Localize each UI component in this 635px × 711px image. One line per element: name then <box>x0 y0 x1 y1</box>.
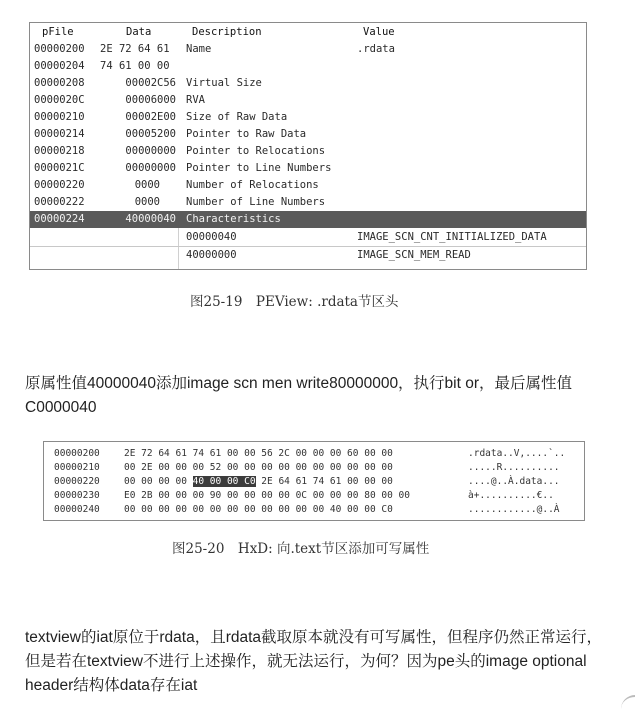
cell-description: Characteristics <box>186 213 281 225</box>
cell-data: 00002C56 <box>125 77 176 89</box>
cell-value: .rdata <box>357 43 395 55</box>
hxd-hexdump <box>43 441 585 521</box>
cell-data: 00006000 <box>125 94 176 106</box>
hex-ascii: ............@..À <box>468 504 560 515</box>
header-description: Description <box>192 26 262 38</box>
table-row <box>30 194 586 211</box>
cell-description: Number of Line Numbers <box>186 196 326 208</box>
table-row-selected[interactable] <box>30 211 586 228</box>
table-row <box>30 177 586 194</box>
cell-pfile: 00000214 <box>34 128 85 140</box>
cell-data: 00000000 <box>125 162 176 174</box>
cell-description: 00000040 <box>186 231 237 243</box>
cell-description: Pointer to Line Numbers <box>186 162 332 174</box>
header-value: Value <box>363 26 395 38</box>
table-row <box>30 58 586 75</box>
figure-caption: 图25-20 HxD: 向.text节区添加可写属性 <box>172 541 430 557</box>
cell-data: 74 61 00 00 <box>100 60 170 72</box>
cell-pfile: 0000020C <box>34 94 85 106</box>
figure-caption: 图25-19 PEView: .rdata节区头 <box>190 294 399 310</box>
table-row <box>30 109 586 126</box>
cell-pfile: 00000222 <box>34 196 85 208</box>
cell-data: 00000000 <box>125 145 176 157</box>
cell-description: Number of Relocations <box>186 179 319 191</box>
table-row <box>30 41 586 58</box>
table-row <box>30 143 586 160</box>
table-subrow <box>30 229 586 246</box>
table-row <box>30 126 586 143</box>
hex-offset: 00000220 <box>54 476 100 487</box>
hex-bytes <box>124 474 393 489</box>
cell-data: 2E 72 64 61 <box>100 43 170 55</box>
hex-row <box>44 474 584 489</box>
hex-bytes: 00 2E 00 00 00 52 00 00 00 00 00 00 00 00 00 00 <box>124 462 393 473</box>
peview-table <box>29 22 587 270</box>
hex-ascii: .....R.......... <box>468 462 560 473</box>
paragraph: textview的iat原位于rdata，且rdata截取原本就没有可写属性，但程序仍然正常运行，但是若在textview不进行上述操作，就无法运行，为何？因为pe头的image optional header结构体data存在iat <box>25 629 603 694</box>
hex-ascii: à+..........€.. <box>468 490 554 501</box>
hex-bytes: E0 2B 00 00 00 90 00 00 00 00 0C 00 00 00 80 00 00 <box>124 490 410 501</box>
cell-pfile: 00000200 <box>34 43 85 55</box>
scroll-corner-icon <box>621 695 635 711</box>
hex-ascii: .rdata..V,....`.. <box>468 448 566 459</box>
cell-pfile: 00000224 <box>34 213 85 225</box>
hex-bytes: 00 00 00 00 00 00 00 00 00 00 00 00 40 00 00 C0 <box>124 504 393 515</box>
hex-bytes: 2E 72 64 61 74 61 00 00 56 2C 00 00 00 60 00 00 <box>124 448 393 459</box>
table-row <box>30 75 586 92</box>
hex-offset: 00000230 <box>54 490 100 501</box>
cell-description: Virtual Size <box>186 77 262 89</box>
hex-ascii: ....@..À.data... <box>468 476 560 487</box>
hex-row <box>44 488 584 503</box>
table-row <box>30 92 586 109</box>
cell-description: RVA <box>186 94 205 106</box>
cell-description: Name <box>186 43 212 55</box>
header-data: Data <box>126 26 152 38</box>
hex-row <box>44 502 584 517</box>
cell-pfile: 00000210 <box>34 111 85 123</box>
cell-description: Pointer to Raw Data <box>186 128 307 140</box>
cell-pfile: 00000204 <box>34 60 85 72</box>
header-pfile: pFile <box>42 26 74 38</box>
cell-data: 0000 <box>134 196 160 208</box>
cell-data: 0000 <box>134 179 160 191</box>
hex-bytes-highlight[interactable]: 40 00 00 C0 <box>192 476 256 487</box>
table-subrow <box>30 246 586 264</box>
cell-description: Size of Raw Data <box>186 111 288 123</box>
cell-pfile: 00000218 <box>34 145 85 157</box>
hex-offset: 00000200 <box>54 448 100 459</box>
peview-header-row <box>30 24 586 41</box>
cell-value: IMAGE_SCN_CNT_INITIALIZED_DATA <box>357 231 547 243</box>
paragraph: 原属性值40000040添加image scn men write80000000，执行bit or，最后属性值C0000040 <box>25 375 573 416</box>
hex-offset: 00000210 <box>54 462 100 473</box>
cell-description: Pointer to Relocations <box>186 145 326 157</box>
cell-pfile: 00000220 <box>34 179 85 191</box>
cell-pfile: 0000021C <box>34 162 85 174</box>
hex-bytes-pre: 00 00 00 00 <box>124 476 193 487</box>
cell-pfile: 00000208 <box>34 77 85 89</box>
hex-offset: 00000240 <box>54 504 100 515</box>
table-row <box>30 160 586 177</box>
cell-description: 40000000 <box>186 249 237 261</box>
hex-bytes-post: 2E 64 61 74 61 00 00 00 <box>255 476 393 487</box>
hex-row <box>44 460 584 475</box>
hex-row <box>44 446 584 461</box>
cell-data: 40000040 <box>125 213 176 225</box>
cell-data: 00002E00 <box>125 111 176 123</box>
cell-value: IMAGE_SCN_MEM_READ <box>357 249 471 261</box>
cell-data: 00005200 <box>125 128 176 140</box>
